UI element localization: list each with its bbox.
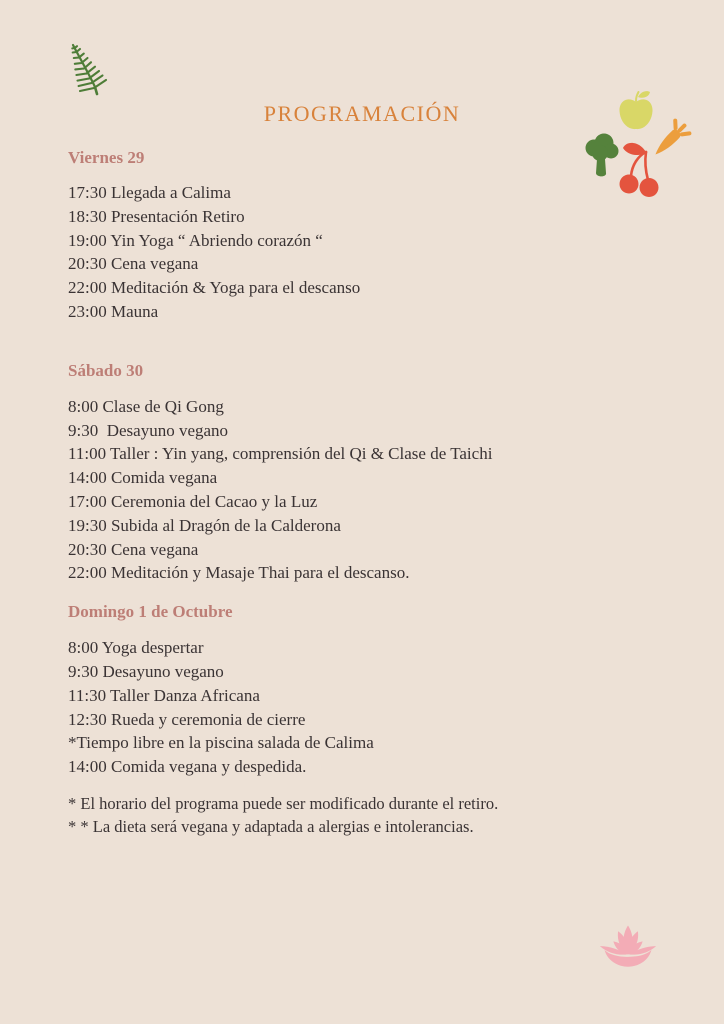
schedule-item: 11:00 Taller : Yin yang, comprensión del Qi & Clase de Taichi <box>68 444 493 464</box>
day-heading-domingo: Domingo 1 de Octubre <box>68 602 233 622</box>
schedule-list-sabado <box>68 395 668 585</box>
schedule-item: 20:30 Cena vegana <box>68 254 199 274</box>
schedule-item: 17:00 Ceremonia del Cacao y la Luz <box>68 491 318 511</box>
footnotes <box>68 792 668 839</box>
lotus-icon <box>598 922 658 972</box>
schedule <box>68 0 668 839</box>
schedule-list-viernes <box>68 181 668 324</box>
schedule-item: 9:30 Desayuno vegano <box>68 420 229 440</box>
schedule-item: 19:00 Yin Yoga “ Abriendo corazón “ <box>68 230 323 250</box>
schedule-item: *Tiempo libre en la piscina salada de Calima <box>68 733 374 753</box>
day-heading-viernes: Viernes 29 <box>68 148 145 167</box>
schedule-item: 23:00 Mauna <box>68 301 159 321</box>
schedule-item: 19:30 Subida al Dragón de la Calderona <box>68 515 341 535</box>
schedule-item: 11:30 Taller Danza Africana <box>68 685 260 705</box>
schedule-item: 18:30 Presentación Retiro <box>68 206 245 226</box>
schedule-item: 22:00 Meditación & Yoga para el descanso <box>68 278 361 298</box>
schedule-item: 8:00 Clase de Qi Gong <box>68 396 224 416</box>
schedule-item: 17:30 Llegada a Calima <box>68 183 231 202</box>
schedule-item: 14:00 Comida vegana y despedida. <box>68 757 307 777</box>
day-heading-sabado: Sábado 30 <box>68 360 144 380</box>
schedule-item: 9:30 Desayuno vegano <box>68 661 224 681</box>
footnote: * El horario del programa puede ser modificado durante el retiro. <box>68 793 499 813</box>
schedule-item: 20:30 Cena vegana <box>68 539 199 559</box>
schedule-item: 8:00 Yoga despertar <box>68 638 204 658</box>
lotus-icon-svg <box>598 922 658 972</box>
schedule-item: 14:00 Comida vegana <box>68 468 218 488</box>
page-title: PROGRAMACIÓN <box>263 101 461 126</box>
schedule-list-domingo <box>68 636 668 779</box>
schedule-item: 22:00 Meditación y Masaje Thai para el descanso. <box>68 563 410 583</box>
footnote: * * La dieta será vegana y adaptada a alergias e intolerancias. <box>68 817 474 837</box>
schedule-item: 12:30 Rueda y ceremonia de cierre <box>68 709 306 729</box>
